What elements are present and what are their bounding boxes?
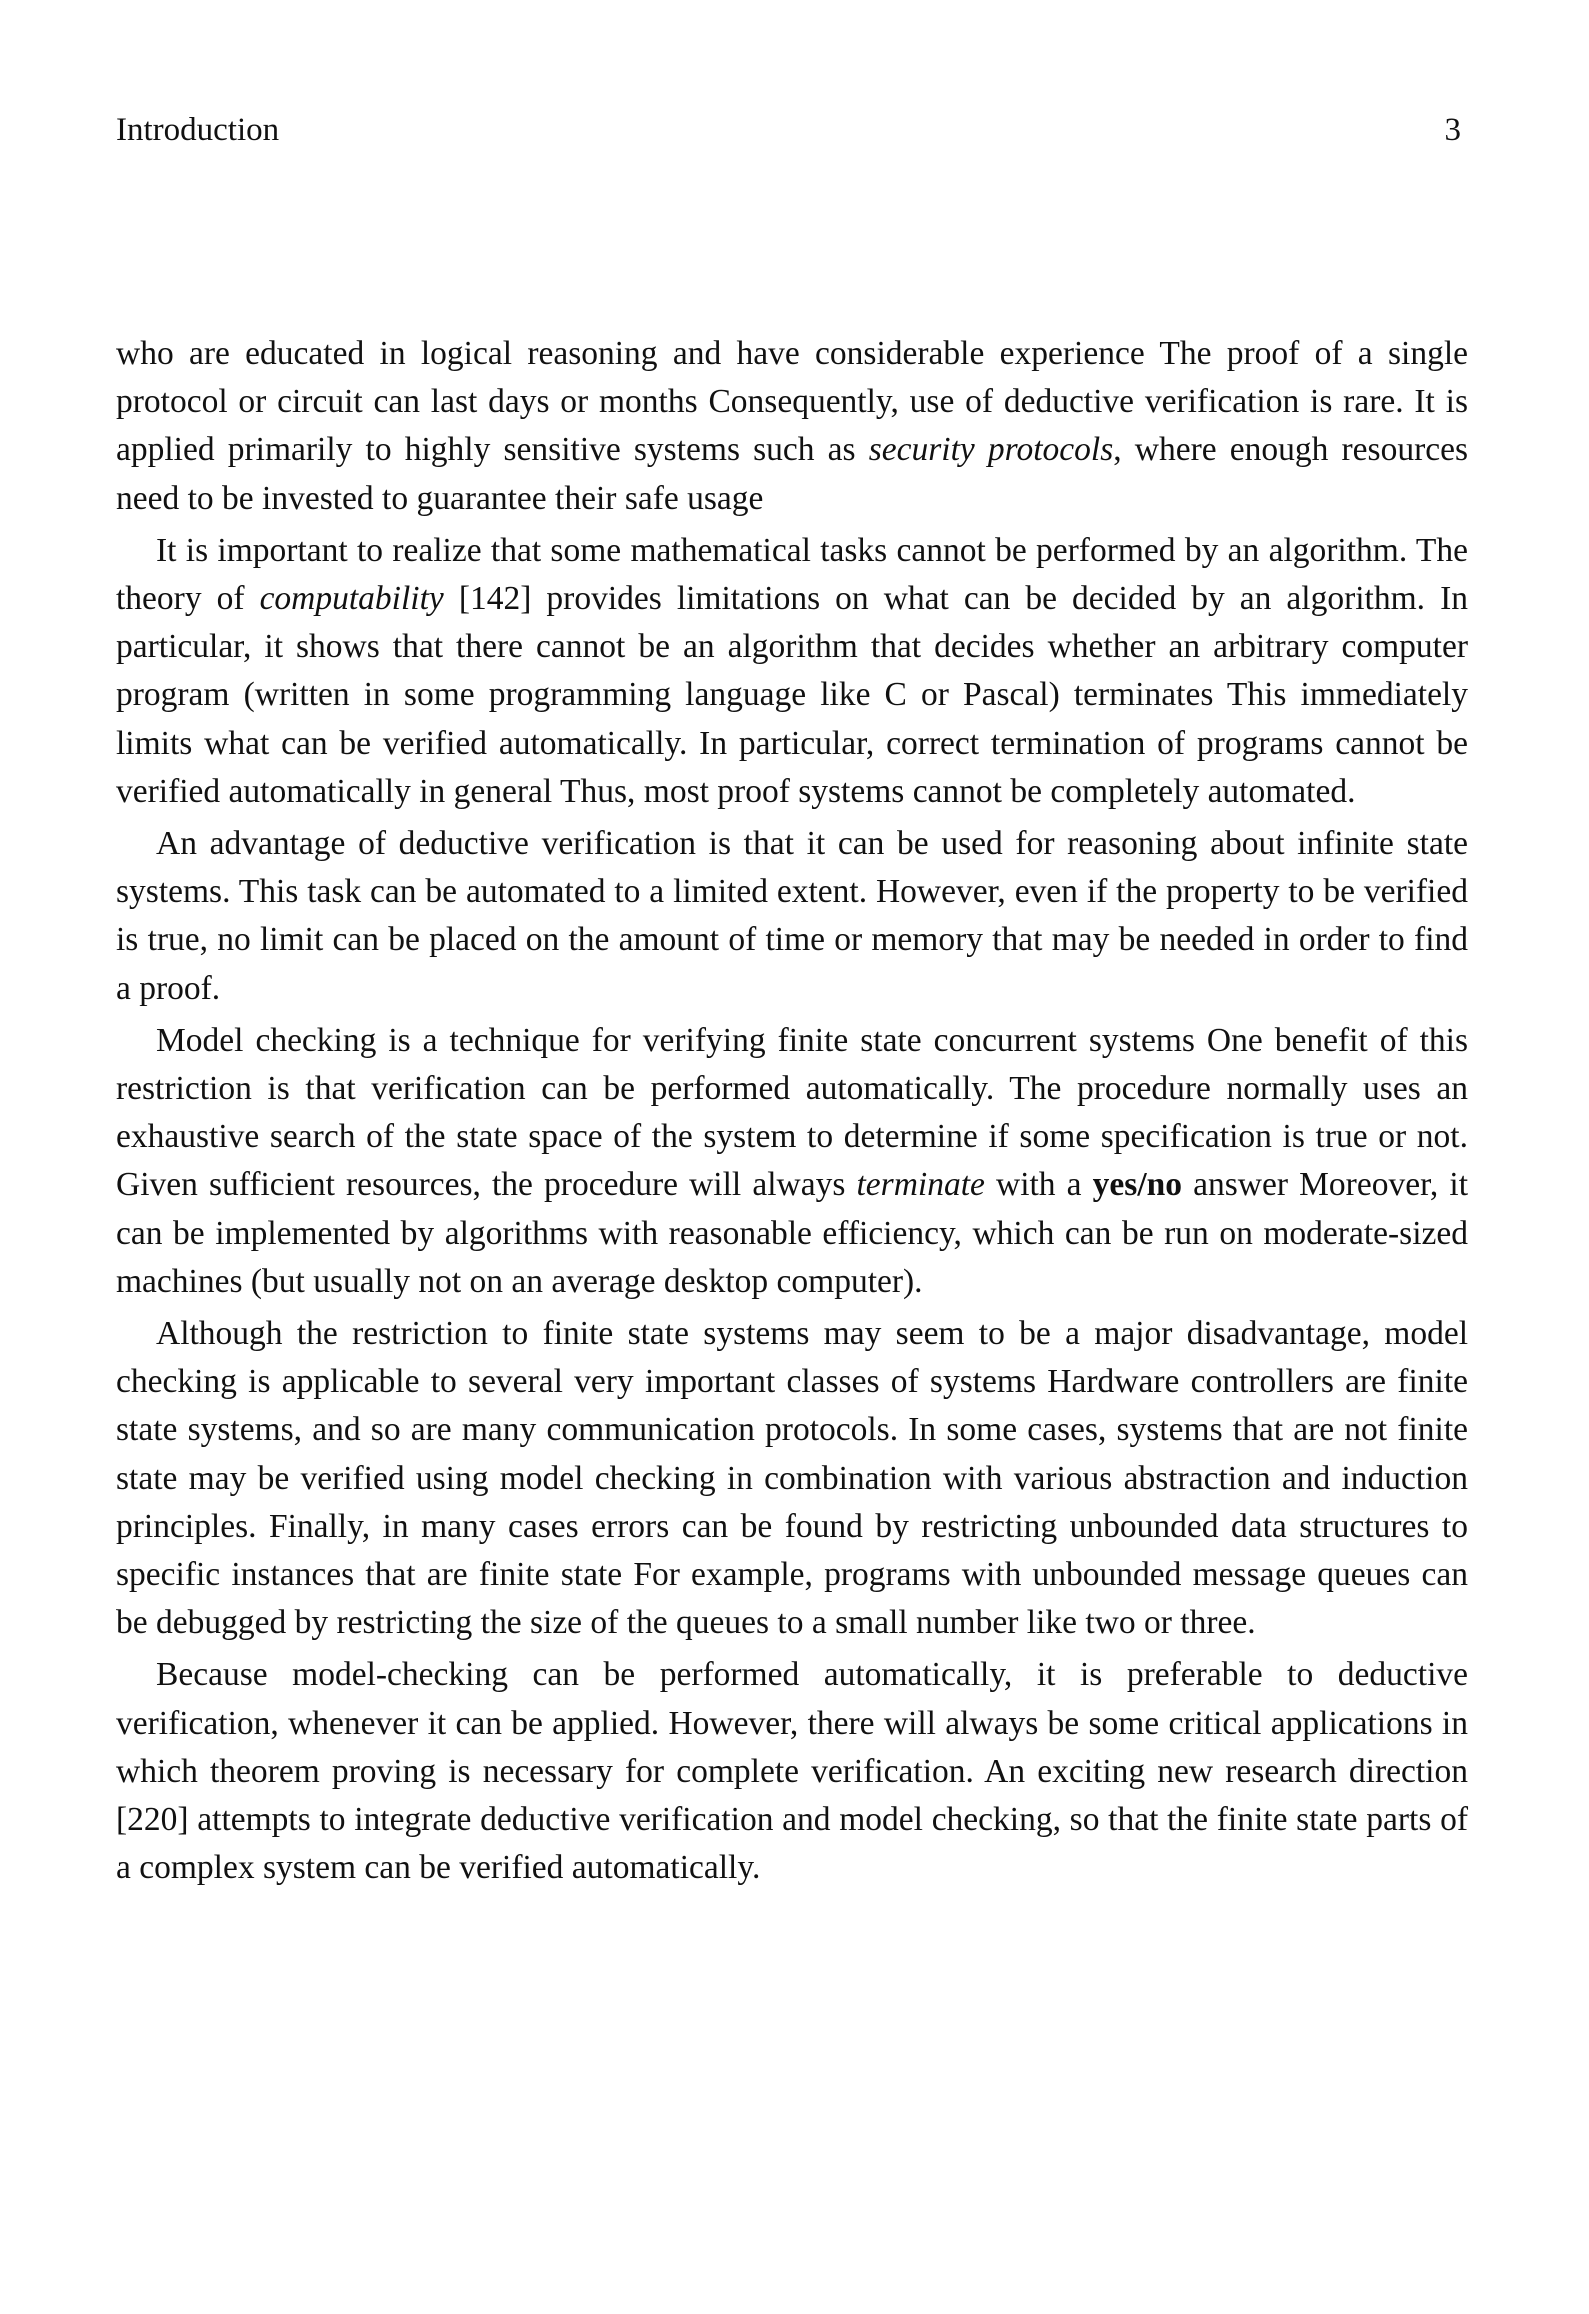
text-run: Model checking is a technique for verifying finite state concurrent systems One benefit of this restriction is that verification can be performed automatically. The procedure normally uses an exhaustive search of the state space of the system to determine if some specification is true or not. Given sufficient resources, the procedure will always [116,1021,1468,1204]
emphasis-term: computability [259,580,444,618]
paragraph [116,330,1468,523]
text-run: It is important to realize that some mathematical tasks cannot be performed by an algorithm. The theory of [116,531,1468,618]
paragraph [116,1310,1468,1647]
body-text [116,330,1468,1893]
section-title: Introduction [116,112,280,148]
text-run: answer Moreover, it can be implemented by algorithms with reasonable efficiency, which can be run on moderate-sized machines (but usually not on an average desktop computer). [116,1166,1469,1300]
bold-term: yes/no [1092,1166,1183,1204]
running-head [116,108,1461,152]
text-run: who are educated in logical reasoning and have considerable experience The proof of a single protocol or circuit can last days or months Consequently, use of deductive verification is rare. It is applied primarily to highly sensitive systems such as [116,335,1468,469]
text-run: An advantage of deductive verification is that it can be used for reasoning about infinite state systems. This task can be automated to a limited extent. However, even if the property to be verified is true, no limit can be placed on the amount of time or memory that may be needed in order to find a proof. [116,825,1468,1007]
text-run: with a [984,1166,1093,1204]
text-run: , where enough resources need to be invested to guarantee their safe usage [116,431,1469,517]
paragraph [116,1651,1468,1892]
text-run: Because model-checking can be performed automatically, it is preferable to deductive verification, whenever it can be applied. However, there will always be some critical applications in which theorem proving is necessary for complete verification. An exciting new research direction [220] attempts to integrate deductive verification and model checking, so that the finite state parts of a complex system can be verified automatically. [116,1656,1468,1887]
paragraph [116,527,1468,816]
text-run: [142] provides limitations on what can be decided by an algorithm. In particular, it shows that there cannot be an algorithm that decides whether an arbitrary computer program (written in some programming language like C or Pascal) terminates This immediately limits what can be verified automatically. In particular, correct termination of programs cannot be verified automatically in general Thus, most proof systems cannot be completely automated. [116,580,1468,810]
page-number: 3 [1444,112,1461,148]
paragraph [116,820,1468,1013]
paragraph [116,1017,1468,1306]
text-run: Although the restriction to finite state systems may seem to be a major disadvantage, model checking is applicable to several very important classes of systems Hardware controllers are finite state systems, and so are many communication protocols. In some cases, systems that are not finite state may be verified using model checking in combination with various abstraction and induction principles. Finally, in many cases errors can be found by restricting unbounded data structures to specific instances that are finite state For example, programs with unbounded message queues can be debugged by restricting the size of the queues to a small number like two or three. [116,1315,1468,1642]
emphasis-term: terminate [856,1166,985,1204]
emphasis-term: security protocols [868,431,1114,469]
